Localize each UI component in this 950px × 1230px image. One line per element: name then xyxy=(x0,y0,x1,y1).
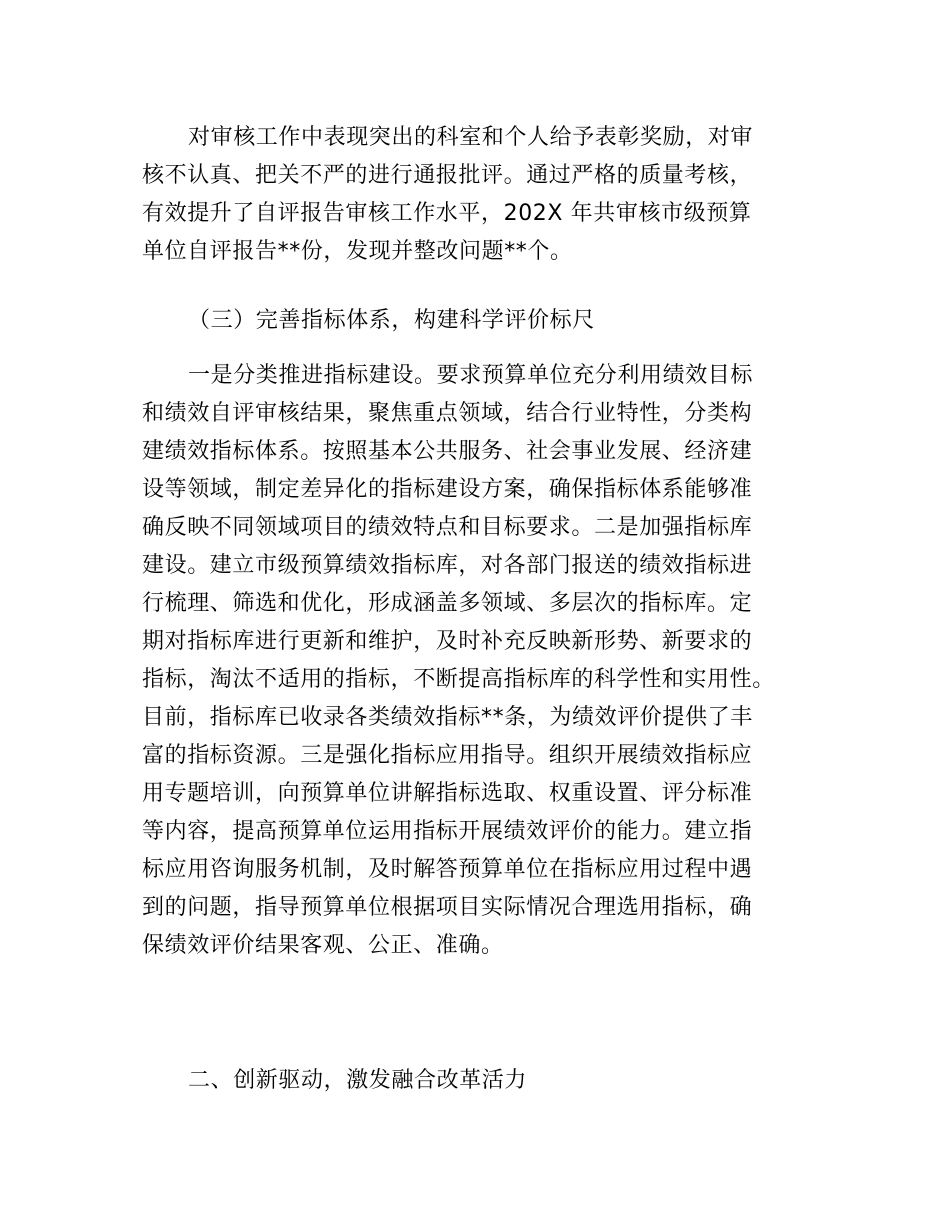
paragraph-line: 等内容，提高预算单位运用指标开展绩效评价的能力。建立指 xyxy=(142,819,753,844)
paragraph-line: 单位自评报告**份，发现并整改问题**个。 xyxy=(142,239,573,264)
paragraph-line: 富的指标资源。三是强化指标应用指导。组织开展绩效指标应 xyxy=(142,743,753,768)
paragraph-line: 指标，淘汰不适用的指标，不断提高指标库的科学性和实用性。 xyxy=(142,667,775,692)
paragraph-line: 目前，指标库已收录各类绩效指标**条，为绩效评价提供了丰 xyxy=(142,705,753,730)
paragraph-line: 期对指标库进行更新和维护，及时补充反映新形势、新要求的 xyxy=(142,629,753,654)
paragraph-line: 保绩效评价结果客观、公正、准确。 xyxy=(142,933,504,958)
paragraph-line: 用专题培训，向预算单位讲解指标选取、权重设置、评分标准 xyxy=(142,781,753,806)
paragraph-line: 一是分类推进指标建设。要求预算单位充分利用绩效目标 xyxy=(188,363,754,388)
paragraph-line: 到的问题，指导预算单位根据项目实际情况合理选用指标，确 xyxy=(142,895,753,920)
paragraph-line: 建设。建立市级预算绩效指标库，对各部门报送的绩效指标进 xyxy=(142,553,753,578)
paragraph-line: 对审核工作中表现突出的科室和个人给予表彰奖励，对审 xyxy=(188,125,754,150)
paragraph-line: 有效提升了自评报告审核工作水平，202X 年共审核市级预算 xyxy=(142,201,752,226)
section-heading-3: （三）完善指标体系，构建科学评价标尺 xyxy=(188,308,595,333)
paragraph-line: 核不认真、把关不严的进行通报批评。通过严格的质量考核， xyxy=(142,163,753,188)
paragraph-line: 和绩效自评审核结果，聚焦重点领域，结合行业特性，分类构 xyxy=(142,401,753,426)
paragraph-line: 建绩效指标体系。按照基本公共服务、社会事业发展、经济建 xyxy=(142,439,753,464)
paragraph-indicator-system xyxy=(142,357,822,965)
paragraph-line: 标应用咨询服务机制，及时解答预算单位在指标应用过程中遇 xyxy=(142,857,753,882)
section-heading-2: 二、创新驱动，激发融合改革活力 xyxy=(188,1068,528,1093)
paragraph-line: 确反映不同领域项目的绩效特点和目标要求。二是加强指标库 xyxy=(142,515,753,540)
paragraph-line: 行梳理、筛选和优化，形成涵盖多领域、多层次的指标库。定 xyxy=(142,591,753,616)
paragraph-review-awards xyxy=(142,119,822,271)
paragraph-line: 设等领域，制定差异化的指标建设方案，确保指标体系能够准 xyxy=(142,477,753,502)
